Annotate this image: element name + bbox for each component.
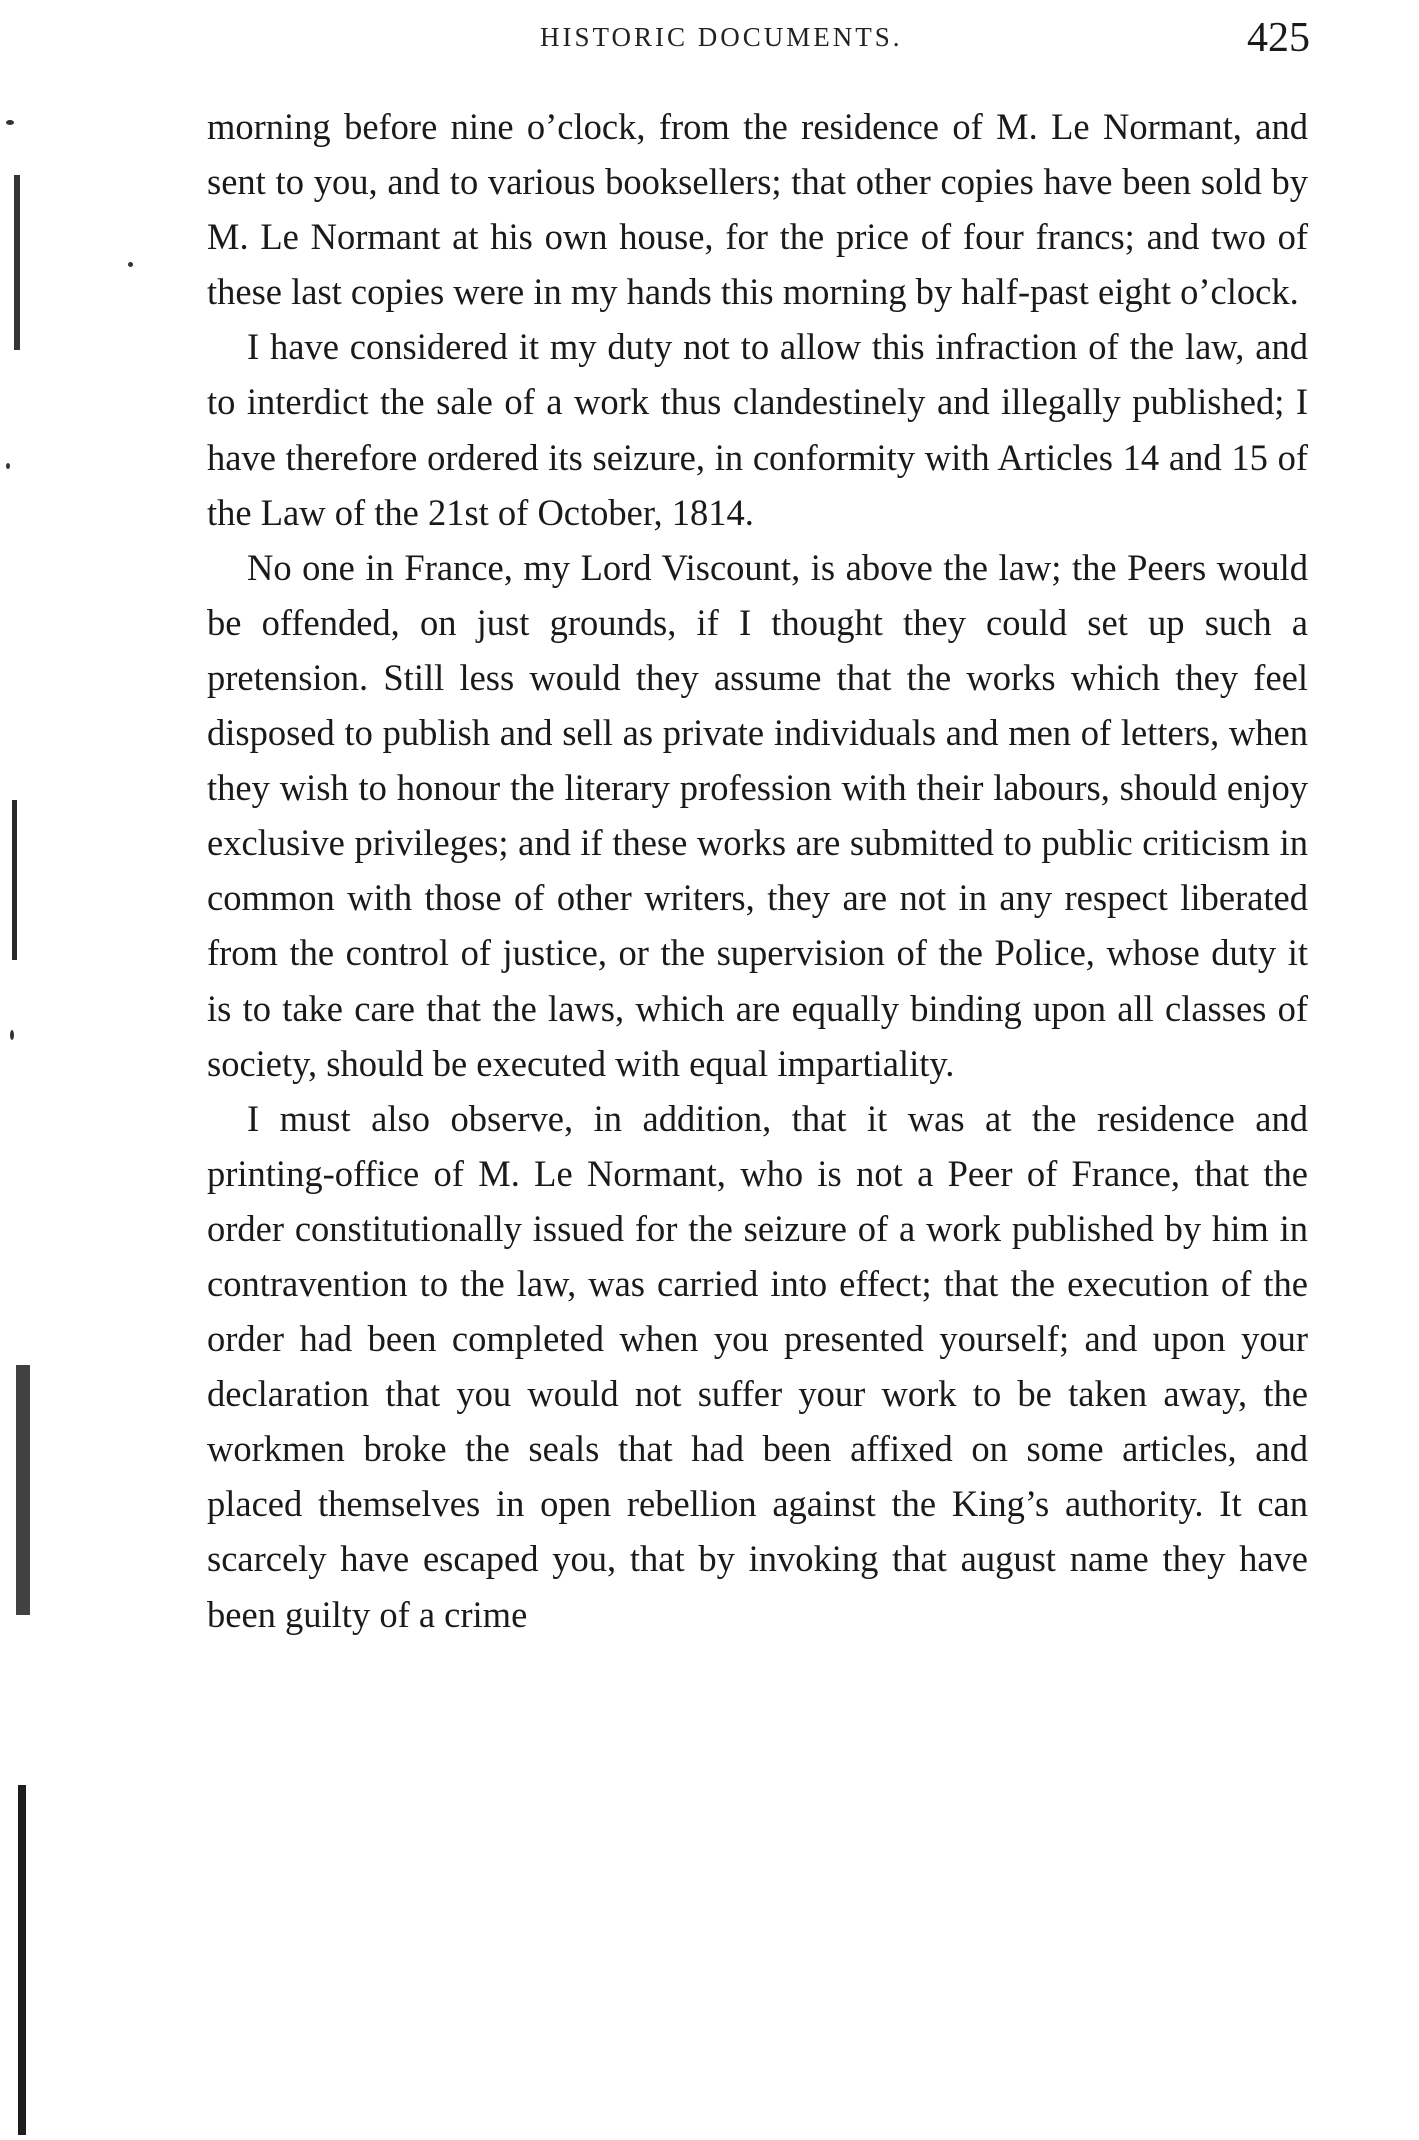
- paragraph: I must also observe, in addition, that it was at the residence and printing-office of M. Le Normant, who is not a Peer of France, that the order constitutionally issued for the seizure of a work published by him in contravention to the law, was carried into effect; that the execution of the order had been completed when you presented yourself; and upon your declaration that you would not suffer your work to be taken away, the workmen broke the seals that had been affixed on some articles, and placed themselves in open rebellion against the King’s authority. It can scarcely have escaped you, that by invoking that august name they have been guilty of a crime: [207, 1097, 1308, 1635]
- binding-edge-mark: [12, 800, 17, 960]
- binding-edge-mark: [14, 175, 20, 350]
- body-text: [207, 99, 1308, 1642]
- binding-edge-mark: [18, 1785, 26, 2135]
- paragraph: No one in France, my Lord Viscount, is above the law; the Peers would be offended, on just grounds, if I thought they could set up such a pretension. Still less would they assume that the works which they feel disposed to publish and sell as private individuals and men of letters, when they wish to honour the literary profession with their labours, should enjoy exclusive privileges; and if these works are submitted to public criticism in common with those of other writers, they are not in any respect liberated from the control of justice, or the supervision of the Police, whose duty it is to take care that the laws, which are equally binding upon all classes of society, should be executed with equal impartiality.: [207, 546, 1308, 1084]
- paragraph-continued: morning before nine o’clock, from the residence of M. Le Normant, and sent to you, and to various booksellers; that other copies have been sold by M. Le Normant at his own house, for the price of four francs; and two of these last copies were in my hands this morning by half-past eight o’clock.: [207, 106, 1308, 313]
- binding-edge-mark: [16, 1365, 30, 1615]
- running-title: HISTORIC DOCUMENTS.: [540, 22, 903, 52]
- page-number: 425: [1247, 15, 1310, 61]
- scan-speck: [128, 262, 133, 267]
- page-header: [205, 14, 1310, 64]
- scan-speck: [6, 463, 10, 469]
- scan-speck: [6, 120, 14, 125]
- paragraph: I have considered it my duty not to allow this infraction of the law, and to interdict the sale of a work thus clandestinely and illegally published; I have therefore ordered its seizure, in conformity with Articles 14 and 15 of the Law of the 21st of October, 1814.: [207, 326, 1308, 533]
- scan-speck: [10, 1030, 14, 1040]
